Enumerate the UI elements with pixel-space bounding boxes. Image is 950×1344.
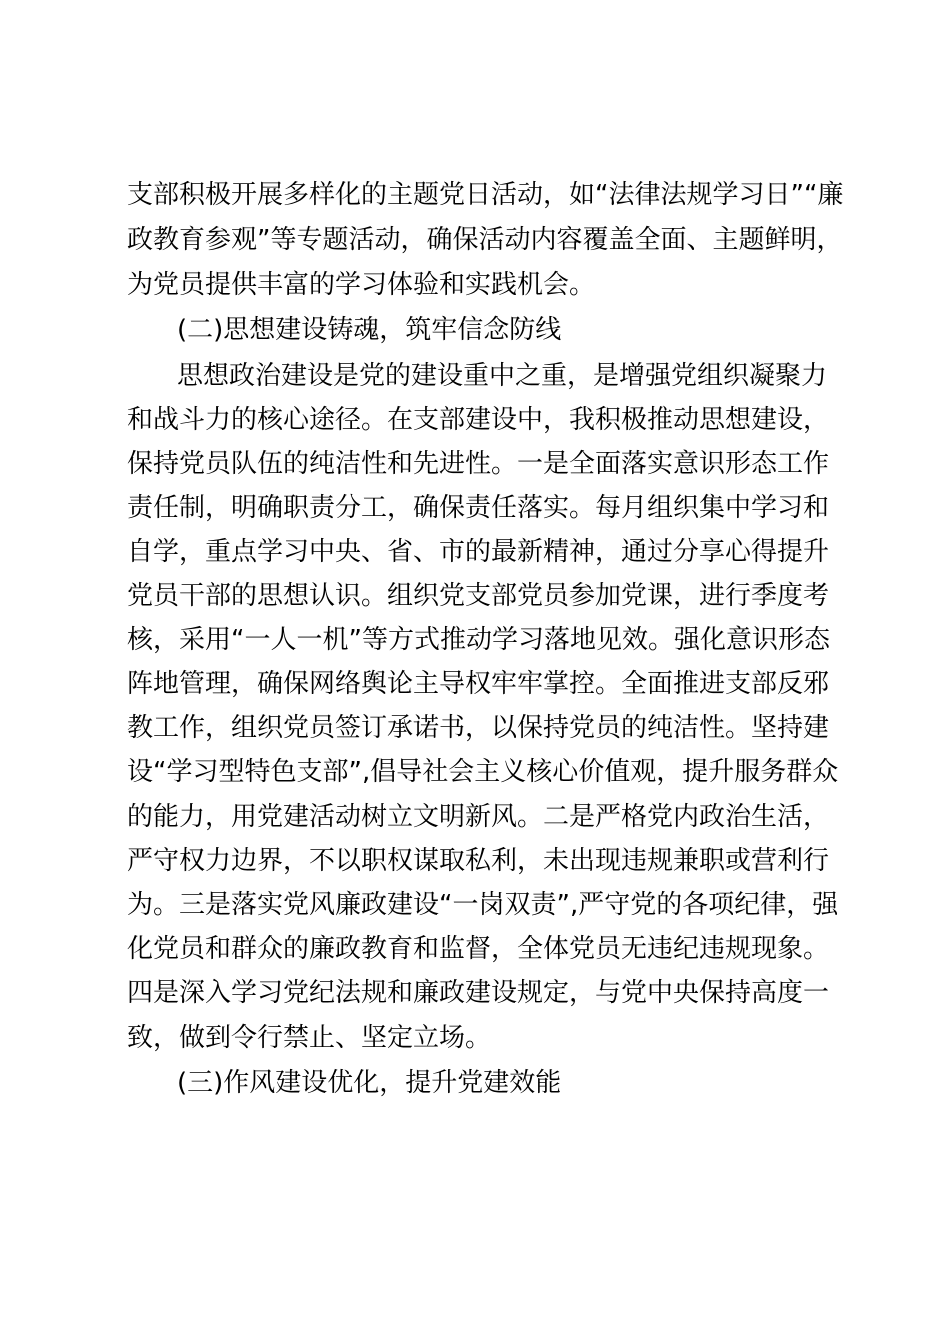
paragraph-2-line-3: 保持党员队伍的纯洁性和先进性。一是全面落实意识形态工作 (127, 449, 830, 479)
paragraph-1-line-3: 为党员提供丰富的学习体验和实践机会。 (127, 270, 596, 300)
paragraph-1-line-1: 支部积极开展多样化的主题党日活动，如“法律法规学习日”“廉 (127, 180, 844, 210)
section-heading-3: (三)作风建设优化，提升党建效能 (177, 1068, 562, 1098)
paragraph-1-line-2: 政教育参观”等专题活动，确保活动内容覆盖全面、主题鲜明， (127, 225, 843, 255)
paragraph-2-line-12: 严守权力边界，不以职权谋取私利，未出现违规兼职或营利行 (127, 846, 830, 876)
paragraph-2-line-6: 党员干部的思想认识。组织党支部党员参加党课，进行季度考 (127, 581, 830, 611)
paragraph-2-line-8: 阵地管理，确保网络舆论主导权牢牢掌控。全面推进支部反邪 (127, 669, 830, 699)
section-heading-2: (二)思想建设铸魂，筑牢信念防线 (177, 315, 562, 345)
paragraph-2-line-13: 为。三是落实党风廉政建设“一岗双责”,严守党的各项纪律，强 (127, 890, 839, 920)
paragraph-2-line-16: 致，做到令行禁止、坚定立场。 (127, 1023, 492, 1053)
paragraph-2-line-14: 化党员和群众的廉政教育和监督，全体党员无违纪违规现象。 (127, 934, 830, 964)
paragraph-2-line-4: 责任制，明确职责分工，确保责任落实。每月组织集中学习和 (127, 493, 830, 523)
paragraph-2-line-10: 设“学习型特色支部”,倡导社会主义核心价值观，提升服务群众 (127, 757, 839, 787)
paragraph-2-line-7: 核，采用“一人一机”等方式推动学习落地见效。强化意识形态 (127, 625, 830, 655)
paragraph-2-line-15: 四是深入学习党纪法规和廉政建设规定，与党中央保持高度一 (127, 978, 830, 1008)
paragraph-2-line-1: 思想政治建设是党的建设重中之重，是增强党组织凝聚力 (177, 361, 828, 391)
paragraph-2-line-9: 教工作，组织党员签订承诺书，以保持党员的纯洁性。坚持建 (127, 713, 830, 743)
paragraph-2-line-2: 和战斗力的核心途径。在支部建设中，我积极推动思想建设， (127, 405, 830, 435)
paragraph-2-line-5: 自学，重点学习中央、省、市的最新精神，通过分享心得提升 (127, 537, 830, 567)
paragraph-2-line-11: 的能力，用党建活动树立文明新风。二是严格党内政治生活， (127, 802, 830, 832)
